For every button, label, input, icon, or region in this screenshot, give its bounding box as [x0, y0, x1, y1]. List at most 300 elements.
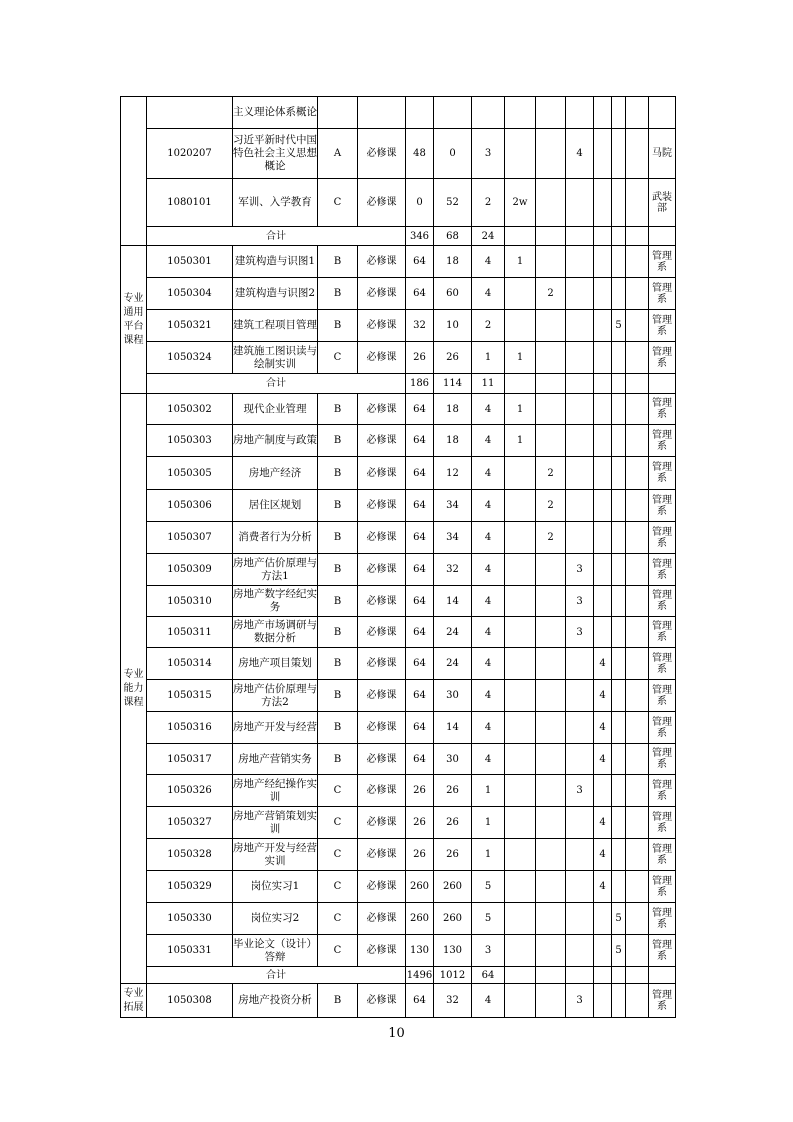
- term-6-hours: [626, 490, 649, 522]
- term-2-hours: 2: [536, 490, 566, 522]
- course-name: 房地产经济: [233, 457, 318, 490]
- department: [649, 807, 676, 839]
- total-practice-hours: 114: [434, 374, 472, 394]
- course-code: 1050329: [147, 871, 233, 903]
- term-4-hours: [594, 984, 612, 1018]
- course-nature: 必修课: [358, 554, 406, 586]
- course-type: B: [318, 457, 358, 490]
- course-code: 1050308: [147, 984, 233, 1018]
- term-3-hours: [566, 871, 594, 903]
- course-nature: 必修课: [358, 394, 406, 425]
- department: [649, 775, 676, 807]
- course-type: B: [318, 246, 358, 278]
- practice-hours: 60: [434, 278, 472, 310]
- term-4-hours: [594, 342, 612, 374]
- term-5-hours: [612, 97, 626, 129]
- course-code: 1050305: [147, 457, 233, 490]
- term-5-hours: [612, 394, 626, 425]
- term-2-hours: [536, 179, 566, 227]
- theory-hours: 26: [406, 807, 434, 839]
- course-nature: 必修课: [358, 775, 406, 807]
- table-body: [121, 97, 676, 1018]
- practice-hours: 24: [434, 648, 472, 680]
- practice-hours: 18: [434, 246, 472, 278]
- course-code: 1050327: [147, 807, 233, 839]
- course-nature: 必修课: [358, 871, 406, 903]
- term-3-hours: [566, 342, 594, 374]
- course-type: B: [318, 554, 358, 586]
- term-3-hours: [566, 97, 594, 129]
- term-6-hours: [626, 680, 649, 712]
- total-theory-hours: 186: [406, 374, 434, 394]
- course-nature: 必修课: [358, 179, 406, 227]
- theory-hours: 64: [406, 984, 434, 1018]
- course-code: 1050303: [147, 425, 233, 457]
- practice-hours: 34: [434, 490, 472, 522]
- credits: 4: [472, 712, 505, 744]
- course-name: 房地产经纪操作实训: [233, 775, 318, 807]
- term-3-hours: [566, 278, 594, 310]
- table-row: [121, 522, 676, 554]
- practice-hours: 0: [434, 129, 472, 179]
- department-label: 管理系: [652, 716, 672, 739]
- term-3-hours: [566, 457, 594, 490]
- course-name: 消费者行为分析: [233, 522, 318, 554]
- practice-hours: 30: [434, 680, 472, 712]
- term-4-hours: [594, 129, 612, 179]
- department-label: 马院: [652, 148, 672, 159]
- total-label: 合计: [147, 967, 406, 984]
- term-6-hours: [626, 775, 649, 807]
- course-type: B: [318, 648, 358, 680]
- course-name: 军训、入学教育: [233, 179, 318, 227]
- table-row: [121, 871, 676, 903]
- course-plan-table: [120, 96, 676, 1018]
- total-empty-cell: [649, 227, 676, 246]
- total-empty-cell: [649, 967, 676, 984]
- practice-hours: 26: [434, 775, 472, 807]
- term-3-hours: 3: [566, 617, 594, 648]
- course-name: 房地产营销策划实训: [233, 807, 318, 839]
- total-empty-cell: [566, 374, 594, 394]
- term-6-hours: [626, 179, 649, 227]
- category-label: 专业拓展: [123, 987, 144, 1013]
- course-name: 房地产营销实务: [233, 744, 318, 775]
- theory-hours: [406, 97, 434, 129]
- term-6-hours: [626, 744, 649, 775]
- term-3-hours: [566, 310, 594, 342]
- term-6-hours: [626, 129, 649, 179]
- term-6-hours: [626, 522, 649, 554]
- term-3-hours: [566, 680, 594, 712]
- total-credits: 64: [472, 967, 505, 984]
- term-4-hours: [594, 97, 612, 129]
- total-credits: 24: [472, 227, 505, 246]
- term-4-hours: 4: [594, 680, 612, 712]
- department-label: 管理系: [652, 989, 672, 1012]
- term-2-hours: [536, 617, 566, 648]
- course-type: C: [318, 871, 358, 903]
- course-type: B: [318, 522, 358, 554]
- term-2-hours: 2: [536, 457, 566, 490]
- practice-hours: 26: [434, 839, 472, 871]
- term-6-hours: [626, 712, 649, 744]
- practice-hours: 18: [434, 394, 472, 425]
- term-5-hours: [612, 712, 626, 744]
- term-6-hours: [626, 935, 649, 967]
- theory-hours: 260: [406, 871, 434, 903]
- credits: 4: [472, 425, 505, 457]
- practice-hours: 14: [434, 586, 472, 617]
- department-label: 管理系: [652, 494, 672, 517]
- term-6-hours: [626, 246, 649, 278]
- term-5-hours: 5: [612, 903, 626, 935]
- term-4-hours: [594, 522, 612, 554]
- category-label: 专业通用平台课程: [123, 292, 144, 346]
- table-row: [121, 807, 676, 839]
- total-empty-cell: [566, 227, 594, 246]
- term-3-hours: [566, 522, 594, 554]
- department: [649, 342, 676, 374]
- practice-hours: 10: [434, 310, 472, 342]
- department-label: 管理系: [652, 939, 672, 962]
- total-credits: 11: [472, 374, 505, 394]
- course-name: 现代企业管理: [233, 394, 318, 425]
- table-row: [121, 935, 676, 967]
- term-5-hours: [612, 425, 626, 457]
- course-name: 房地产估价原理与方法2: [233, 680, 318, 712]
- course-code: 1050321: [147, 310, 233, 342]
- term-6-hours: [626, 310, 649, 342]
- term-1-hours: [505, 984, 536, 1018]
- total-empty-cell: [626, 967, 649, 984]
- term-5-hours: [612, 342, 626, 374]
- credits: 4: [472, 586, 505, 617]
- department: [649, 522, 676, 554]
- term-6-hours: [626, 903, 649, 935]
- course-name: 房地产制度与政策: [233, 425, 318, 457]
- term-6-hours: [626, 457, 649, 490]
- term-4-hours: [594, 310, 612, 342]
- credits: 4: [472, 680, 505, 712]
- course-nature: 必修课: [358, 490, 406, 522]
- term-2-hours: [536, 586, 566, 617]
- term-4-hours: [594, 554, 612, 586]
- credits: 5: [472, 871, 505, 903]
- term-1-hours: 2w: [505, 179, 536, 227]
- course-name: 房地产投资分析: [233, 984, 318, 1018]
- term-5-hours: [612, 744, 626, 775]
- term-6-hours: [626, 394, 649, 425]
- practice-hours: 24: [434, 617, 472, 648]
- total-empty-cell: [594, 374, 612, 394]
- term-5-hours: [612, 648, 626, 680]
- term-4-hours: 4: [594, 712, 612, 744]
- course-nature: 必修课: [358, 807, 406, 839]
- term-6-hours: [626, 648, 649, 680]
- theory-hours: 26: [406, 839, 434, 871]
- credits: [472, 97, 505, 129]
- term-3-hours: [566, 903, 594, 935]
- table-row: [121, 680, 676, 712]
- term-2-hours: [536, 839, 566, 871]
- theory-hours: 26: [406, 775, 434, 807]
- term-3-hours: [566, 807, 594, 839]
- course-type: [318, 97, 358, 129]
- course-type: A: [318, 129, 358, 179]
- theory-hours: 64: [406, 648, 434, 680]
- term-2-hours: [536, 129, 566, 179]
- department: [649, 871, 676, 903]
- department-label: 管理系: [652, 558, 672, 581]
- total-practice-hours: 1012: [434, 967, 472, 984]
- course-code: 1050309: [147, 554, 233, 586]
- course-name: 建筑施工图识读与绘制实训: [233, 342, 318, 374]
- course-nature: 必修课: [358, 457, 406, 490]
- course-nature: [358, 97, 406, 129]
- term-4-hours: [594, 935, 612, 967]
- practice-hours: 12: [434, 457, 472, 490]
- term-2-hours: [536, 807, 566, 839]
- credits: 2: [472, 310, 505, 342]
- term-3-hours: 3: [566, 775, 594, 807]
- course-nature: 必修课: [358, 425, 406, 457]
- table-row: [121, 278, 676, 310]
- department: [649, 310, 676, 342]
- course-type: C: [318, 342, 358, 374]
- department-label: 管理系: [652, 875, 672, 898]
- total-empty-cell: [612, 967, 626, 984]
- course-code: 1050315: [147, 680, 233, 712]
- department: [649, 617, 676, 648]
- total-empty-cell: [505, 374, 536, 394]
- course-nature: 必修课: [358, 129, 406, 179]
- table-row: [121, 903, 676, 935]
- term-1-hours: [505, 129, 536, 179]
- term-5-hours: [612, 775, 626, 807]
- credits: 4: [472, 394, 505, 425]
- department-label: 管理系: [652, 907, 672, 930]
- term-1-hours: 1: [505, 394, 536, 425]
- practice-hours: 130: [434, 935, 472, 967]
- term-6-hours: [626, 617, 649, 648]
- course-type: C: [318, 807, 358, 839]
- term-6-hours: [626, 807, 649, 839]
- course-type: C: [318, 179, 358, 227]
- credits: 4: [472, 246, 505, 278]
- department-label: 管理系: [652, 398, 672, 420]
- term-5-hours: [612, 680, 626, 712]
- course-nature: 必修课: [358, 903, 406, 935]
- course-type: B: [318, 712, 358, 744]
- course-nature: 必修课: [358, 278, 406, 310]
- course-nature: 必修课: [358, 935, 406, 967]
- total-empty-cell: [566, 967, 594, 984]
- table-row: [121, 246, 676, 278]
- term-5-hours: 5: [612, 935, 626, 967]
- course-code: 1080101: [147, 179, 233, 227]
- department: [649, 490, 676, 522]
- course-nature: 必修课: [358, 712, 406, 744]
- term-4-hours: [594, 246, 612, 278]
- department-label: 管理系: [652, 811, 672, 834]
- term-6-hours: [626, 984, 649, 1018]
- course-type: B: [318, 617, 358, 648]
- department: [649, 648, 676, 680]
- course-type: C: [318, 839, 358, 871]
- department-label: 管理系: [652, 843, 672, 866]
- term-1-hours: [505, 712, 536, 744]
- department-label: 管理系: [652, 429, 672, 452]
- theory-hours: 48: [406, 129, 434, 179]
- practice-hours: [434, 97, 472, 129]
- term-2-hours: [536, 775, 566, 807]
- term-2-hours: [536, 903, 566, 935]
- term-4-hours: 4: [594, 807, 612, 839]
- term-1-hours: [505, 807, 536, 839]
- practice-hours: 18: [434, 425, 472, 457]
- term-2-hours: [536, 984, 566, 1018]
- term-1-hours: [505, 744, 536, 775]
- term-1-hours: [505, 775, 536, 807]
- course-code: 1050330: [147, 903, 233, 935]
- term-2-hours: [536, 554, 566, 586]
- term-2-hours: [536, 871, 566, 903]
- credits: 4: [472, 984, 505, 1018]
- term-5-hours: [612, 522, 626, 554]
- department-label: 武装部: [652, 191, 672, 214]
- credits: 4: [472, 554, 505, 586]
- practice-hours: 260: [434, 871, 472, 903]
- term-3-hours: [566, 490, 594, 522]
- course-type: B: [318, 490, 358, 522]
- department: [649, 129, 676, 179]
- table-row: [121, 97, 676, 129]
- term-2-hours: [536, 342, 566, 374]
- term-5-hours: [612, 554, 626, 586]
- term-3-hours: [566, 935, 594, 967]
- total-empty-cell: [594, 967, 612, 984]
- term-1-hours: 1: [505, 425, 536, 457]
- table-row: [121, 839, 676, 871]
- course-code: 1050304: [147, 278, 233, 310]
- course-nature: 必修课: [358, 246, 406, 278]
- theory-hours: 130: [406, 935, 434, 967]
- practice-hours: 14: [434, 712, 472, 744]
- department-label: 管理系: [652, 748, 672, 770]
- term-5-hours: [612, 129, 626, 179]
- credits: 4: [472, 457, 505, 490]
- total-label: 合计: [147, 227, 406, 246]
- department-label: 管理系: [652, 621, 672, 643]
- term-4-hours: [594, 425, 612, 457]
- course-name: 房地产项目策划: [233, 648, 318, 680]
- practice-hours: 26: [434, 342, 472, 374]
- category-cell: [121, 97, 147, 246]
- department-label: 管理系: [652, 314, 672, 337]
- department: [649, 586, 676, 617]
- term-2-hours: [536, 712, 566, 744]
- credits: 4: [472, 744, 505, 775]
- table-row: [121, 617, 676, 648]
- table-row: [121, 342, 676, 374]
- course-type: C: [318, 903, 358, 935]
- term-4-hours: 4: [594, 839, 612, 871]
- category-cell: [121, 984, 147, 1018]
- term-4-hours: [594, 179, 612, 227]
- department-label: 管理系: [652, 684, 672, 707]
- course-name: 房地产开发与经营: [233, 712, 318, 744]
- department: [649, 744, 676, 775]
- theory-hours: 64: [406, 554, 434, 586]
- term-3-hours: 3: [566, 984, 594, 1018]
- practice-hours: 26: [434, 807, 472, 839]
- course-type: B: [318, 586, 358, 617]
- term-4-hours: [594, 903, 612, 935]
- theory-hours: 64: [406, 278, 434, 310]
- department: [649, 903, 676, 935]
- credits: 1: [472, 839, 505, 871]
- term-6-hours: [626, 278, 649, 310]
- table-row: [121, 554, 676, 586]
- theory-hours: 64: [406, 680, 434, 712]
- course-code: 1050314: [147, 648, 233, 680]
- total-empty-cell: [649, 374, 676, 394]
- course-name: 建筑构造与识图2: [233, 278, 318, 310]
- table-row: [121, 744, 676, 775]
- term-5-hours: [612, 457, 626, 490]
- course-code: 1050306: [147, 490, 233, 522]
- term-5-hours: [612, 807, 626, 839]
- course-name: 建筑工程项目管理: [233, 310, 318, 342]
- term-5-hours: [612, 586, 626, 617]
- course-nature: 必修课: [358, 586, 406, 617]
- credits: 4: [472, 278, 505, 310]
- theory-hours: 64: [406, 522, 434, 554]
- course-type: B: [318, 680, 358, 712]
- term-2-hours: 2: [536, 278, 566, 310]
- total-empty-cell: [594, 227, 612, 246]
- term-1-hours: [505, 648, 536, 680]
- theory-hours: 260: [406, 903, 434, 935]
- term-1-hours: [505, 457, 536, 490]
- total-empty-cell: [612, 374, 626, 394]
- course-type: B: [318, 984, 358, 1018]
- course-nature: 必修课: [358, 839, 406, 871]
- term-6-hours: [626, 586, 649, 617]
- term-2-hours: [536, 394, 566, 425]
- course-code: 1050307: [147, 522, 233, 554]
- department: [649, 425, 676, 457]
- term-5-hours: [612, 490, 626, 522]
- theory-hours: 64: [406, 457, 434, 490]
- department: [649, 839, 676, 871]
- department: [649, 554, 676, 586]
- total-empty-cell: [536, 227, 566, 246]
- term-4-hours: [594, 775, 612, 807]
- term-3-hours: [566, 394, 594, 425]
- course-code: 1050317: [147, 744, 233, 775]
- term-1-hours: [505, 903, 536, 935]
- practice-hours: 34: [434, 522, 472, 554]
- term-5-hours: [612, 246, 626, 278]
- department-label: 管理系: [652, 526, 672, 549]
- term-3-hours: [566, 744, 594, 775]
- course-name: 房地产开发与经营实训: [233, 839, 318, 871]
- table-row: [121, 129, 676, 179]
- term-1-hours: [505, 522, 536, 554]
- term-1-hours: 1: [505, 246, 536, 278]
